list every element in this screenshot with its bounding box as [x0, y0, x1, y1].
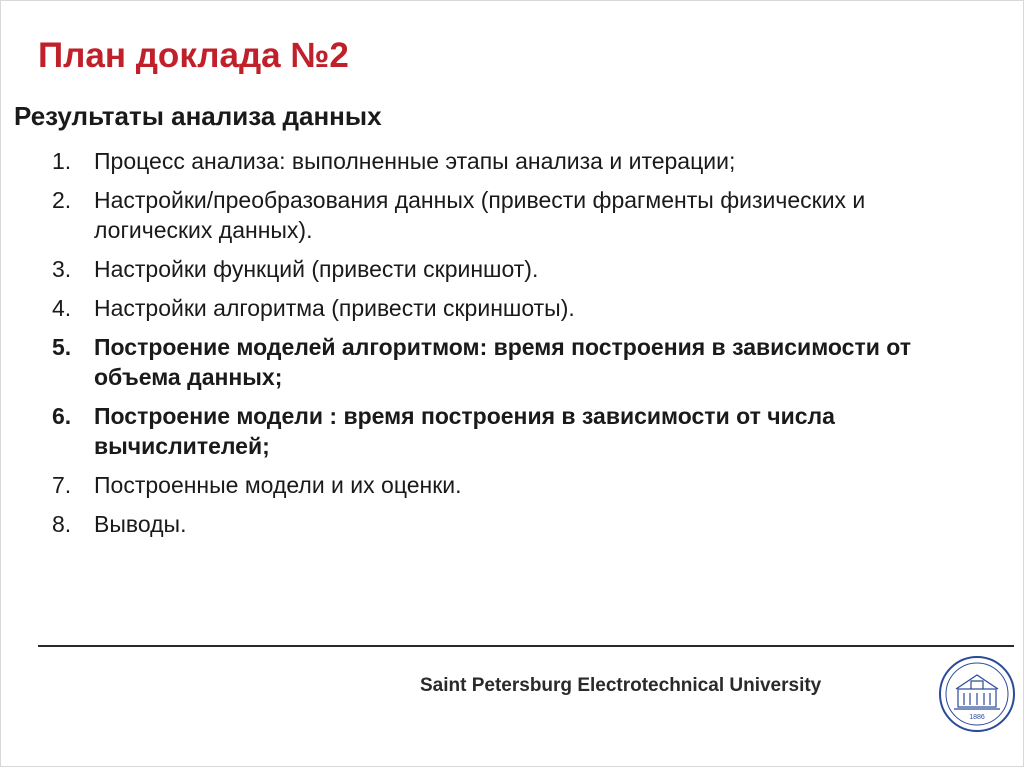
footer-divider — [38, 645, 1014, 647]
university-seal-icon — [938, 655, 1016, 733]
item-number: 8. — [52, 511, 72, 537]
plan-item-6 — [52, 401, 952, 461]
plan-item-4 — [52, 293, 952, 323]
plan-list — [52, 146, 952, 548]
plan-item-8 — [52, 509, 952, 539]
plan-item-5 — [52, 332, 952, 392]
item-text: Построенные модели и их оценки. — [94, 472, 462, 498]
item-text: Настройки функций (привести скриншот). — [94, 256, 539, 282]
item-text: Настройки/преобразования данных (привести фрагменты физических и логических данных). — [94, 187, 866, 243]
item-number: 3. — [52, 256, 72, 282]
plan-item-7 — [52, 470, 952, 500]
item-text: Выводы. — [94, 511, 187, 537]
plan-item-1 — [52, 146, 952, 176]
plan-item-3 — [52, 254, 952, 284]
logo-year: 1886 — [969, 714, 985, 721]
item-text: Настройки алгоритма (привести скриншоты). — [94, 295, 575, 321]
university-name: Saint Petersburg Electrotechnical University — [420, 675, 822, 696]
item-number: 6. — [52, 403, 72, 429]
item-number: 5. — [52, 334, 72, 360]
item-number: 1. — [52, 148, 72, 174]
plan-item-2 — [52, 185, 952, 245]
section-heading: Результаты анализа данных — [14, 101, 382, 131]
item-number: 4. — [52, 295, 72, 321]
item-number: 2. — [52, 187, 72, 213]
item-text: Построение моделей алгоритмом: время построения в зависимости от объема данных; — [94, 334, 911, 390]
item-text: Построение модели : время построения в зависимости от числа вычислителей; — [94, 403, 835, 459]
item-text: Процесс анализа: выполненные этапы анализа и итерации; — [94, 148, 736, 174]
slide-title: План доклада №2 — [38, 36, 349, 75]
item-number: 7. — [52, 472, 72, 498]
